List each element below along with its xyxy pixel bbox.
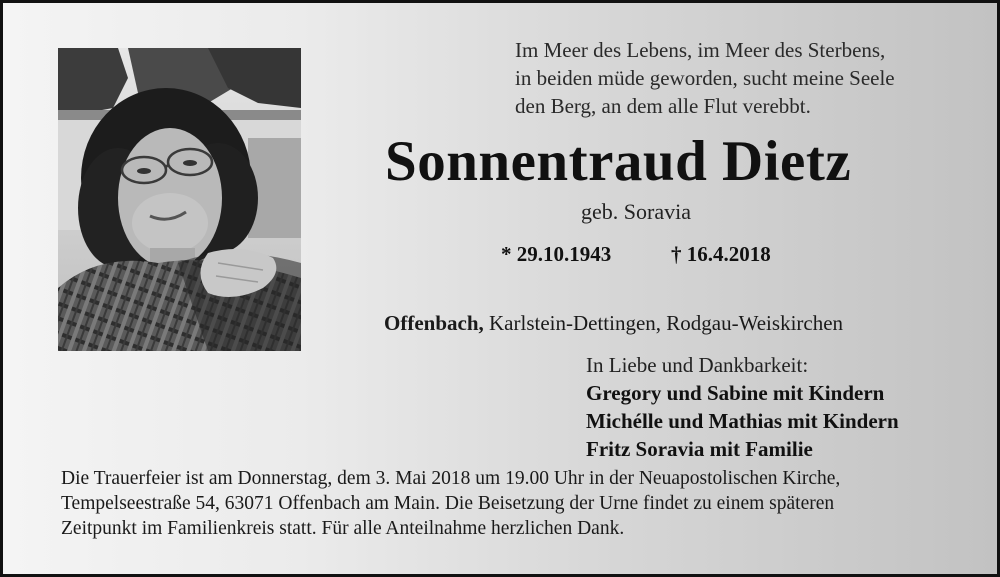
birth-name: geb. Soravia xyxy=(581,199,691,224)
main-place: Offenbach, xyxy=(384,311,484,335)
funeral-info xyxy=(61,466,961,541)
portrait-photo xyxy=(58,48,301,351)
death-date: † 16.4.2018 xyxy=(671,242,771,266)
poem-line: den Berg, an dem alle Flut verebbt. xyxy=(515,94,811,118)
portrait-image xyxy=(58,48,301,351)
poem xyxy=(515,36,895,120)
mourner-family: Gregory und Sabine mit Kindern xyxy=(586,381,885,405)
other-places: Karlstein-Dettingen, Rodgau-Weiskirchen xyxy=(483,311,844,335)
life-dates xyxy=(501,240,771,268)
mourners-intro: In Liebe und Dankbarkeit: xyxy=(586,353,809,377)
mourner-family: Fritz Soravia mit Familie xyxy=(586,437,813,461)
mourner-family: Michélle und Mathias mit Kindern xyxy=(586,409,899,433)
mourners xyxy=(586,351,899,463)
deceased-name: Sonnentraud Dietz xyxy=(385,130,852,193)
funeral-line: Die Trauerfeier ist am Donnerstag, dem 3. Mai 2018 um 19.00 Uhr in der Neuapostolischen Kirche, xyxy=(61,468,841,489)
birth-date: * 29.10.1943 xyxy=(501,242,612,266)
poem-line: Im Meer des Lebens, im Meer des Sterbens, xyxy=(515,38,886,62)
funeral-line: Zeitpunkt im Familienkreis statt. Für alle Anteilnahme herzlichen Dank. xyxy=(61,518,625,539)
poem-line: in beiden müde geworden, sucht meine Seele xyxy=(515,66,895,90)
places xyxy=(384,309,843,337)
funeral-line: Tempelseestraße 54, 63071 Offenbach am Main. Die Beisetzung der Urne findet zu einem späteren xyxy=(61,493,835,514)
